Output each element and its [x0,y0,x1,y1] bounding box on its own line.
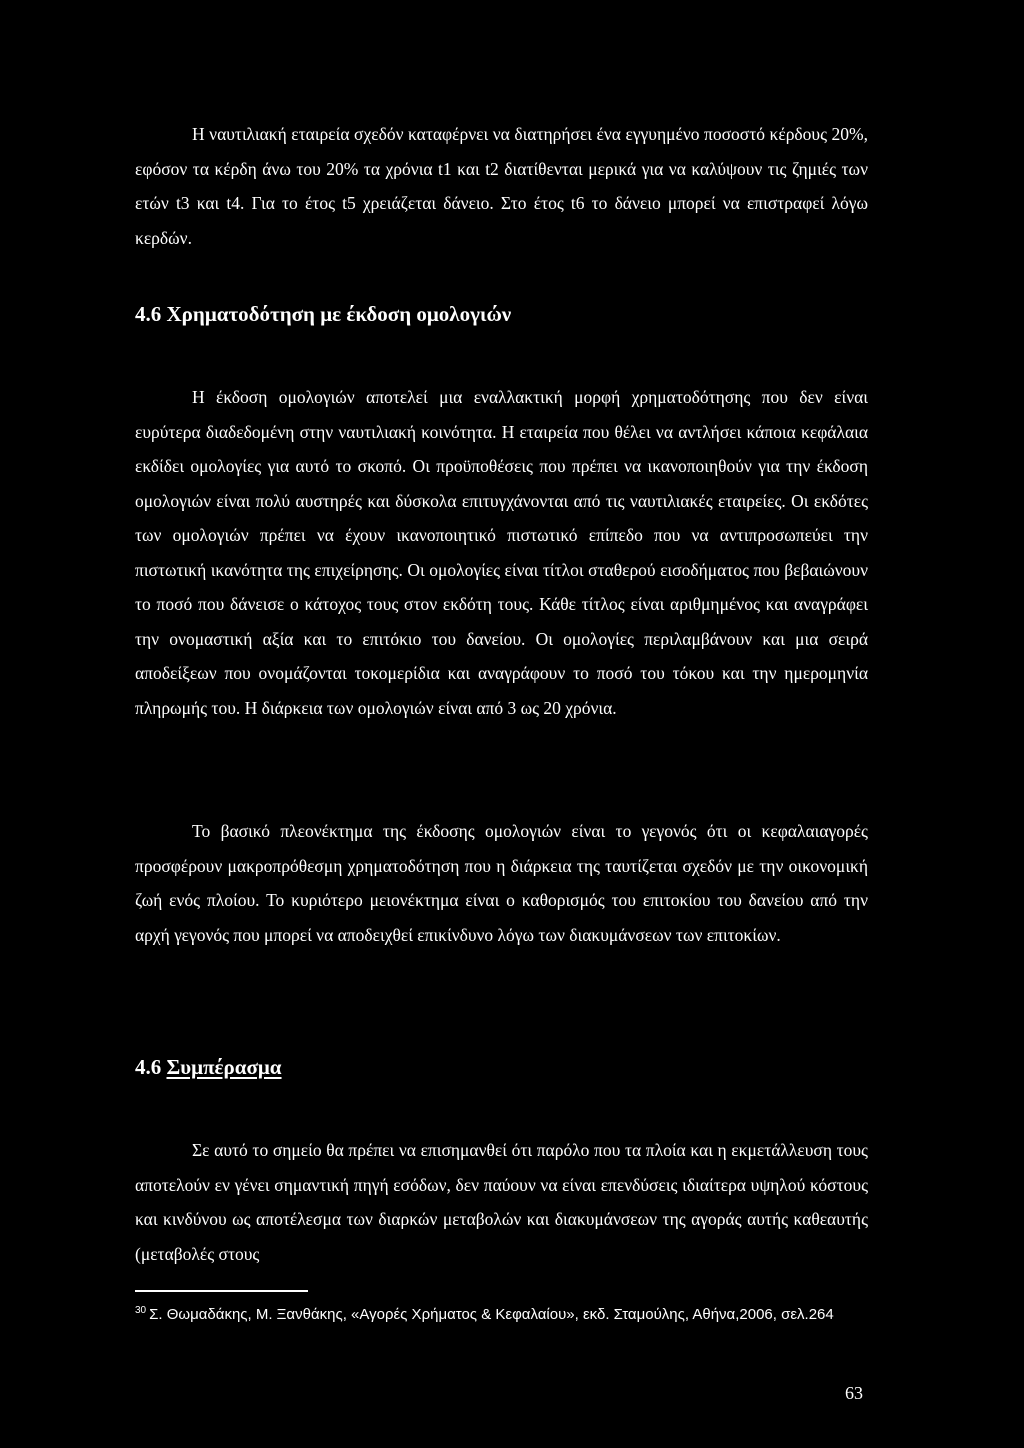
paragraph-bond-issuance: Η έκδοση ομολογιών αποτελεί μια εναλλακτική μορφή χρηματοδότησης που δεν είναι ευρύτερα διαδεδομένη στην ναυτιλιακή κοινότητα. Η εταιρεία που θέλει να αντλήσει κάποια κεφάλαια εκδίδει ομολογίες για αυτό το σκοπό. Οι προϋποθέσεις που πρέπει να ικανοποιηθούν για την έκδοση ομολογιών είναι πολύ αυστηρές και δύσκολα επιτυγχάνονται από τις ναυτιλιακές εταιρείες. Οι εκδότες των ομολογιών πρέπει να έχουν ικανοποιητικό πιστωτικό επίπεδο που να αντιπροσωπεύει την πιστωτική ικανότητα της επιχείρησης. Οι ομολογίες είναι τίτλοι σταθερού εισοδήματος που βεβαιώνουν το ποσό που δάνεισε ο κάτοχος τους στον εκδότη τους. Κάθε τίτλος είναι αριθμημένος και αναγράφει την ονομαστική αξία και το επιτόκιο του δανείου. Οι ομολογίες περιλαμβάνουν και μια σειρά αποδείξεων που ονομάζονται τοκομερίδια και αναγράφουν το ποσό του τόκου και την ημερομηνία πληρωμής του. Η διάρκεια των ομολογιών είναι από 3 ως 20 χρόνια. [135,387,868,718]
heading-conclusion-title: Συμπέρασμα [166,1055,282,1079]
paragraph-shipping-profit: Η ναυτιλιακή εταιρεία σχεδόν καταφέρνει να διατηρήσει ένα εγγυημένο ποσοστό κέρδους 20%, εφόσον τα κέρδη άνω του 20% τα χρόνια t1 και t2 διατίθενται μερικά για να καλύψουν τις ζημιές των ετών t3 και t4. Για το έτος t5 χρειάζεται δάνειο. Στο έτος t6 το δάνειο μπορεί να επιστραφεί λόγω κερδών. [135,124,868,248]
footnote-text: Σ. Θωμαδάκης, Μ. Ξανθάκης, «Αγορές Χρήματος & Κεφαλαίου», εκδ. Σταμούλης, Αθήνα,2006, σελ.264 [149,1306,834,1323]
footnote [135,1297,868,1328]
heading-conclusion [135,1055,282,1080]
paragraph-bond-advantages: Το βασικό πλεονέκτημα της έκδοσης ομολογιών είναι το γεγονός ότι οι κεφαλαιαγορές προσφέρουν μακροπρόθεσμη χρηματοδότηση που η διάρκεια της ταυτίζεται σχεδόν με την οικονομική ζωή ενός πλοίου. Το κυριότερο μειονέκτημα είναι ο καθορισμός του επιτοκίου του δανείου από την αρχή γεγονός που μπορεί να αποδειχθεί επικίνδυνο λόγω των διακυμάνσεων των επιτοκίων. [135,821,868,945]
heading-conclusion-number: 4.6 [135,1055,162,1079]
footnote-marker: 30 [135,1305,147,1316]
page-number: 63 [845,1383,863,1403]
heading-bond-financing: 4.6 Χρηματοδότηση με έκδοση ομολογιών [135,302,512,326]
footnote-separator [135,1290,308,1292]
paragraph-conclusion: Σε αυτό το σημείο θα πρέπει να επισημανθεί ότι παρόλο που τα πλοία και η εκμετάλλευση τους αποτελούν εν γένει σημαντική πηγή εσόδων, δεν παύουν να είναι επενδύσεις ιδιαίτερα υψηλού κόστους και κινδύνου ως αποτέλεσμα των διαρκών μεταβολών και διακυμάνσεων της αγοράς αυτής καθεαυτής (μεταβολές στους [135,1140,868,1264]
